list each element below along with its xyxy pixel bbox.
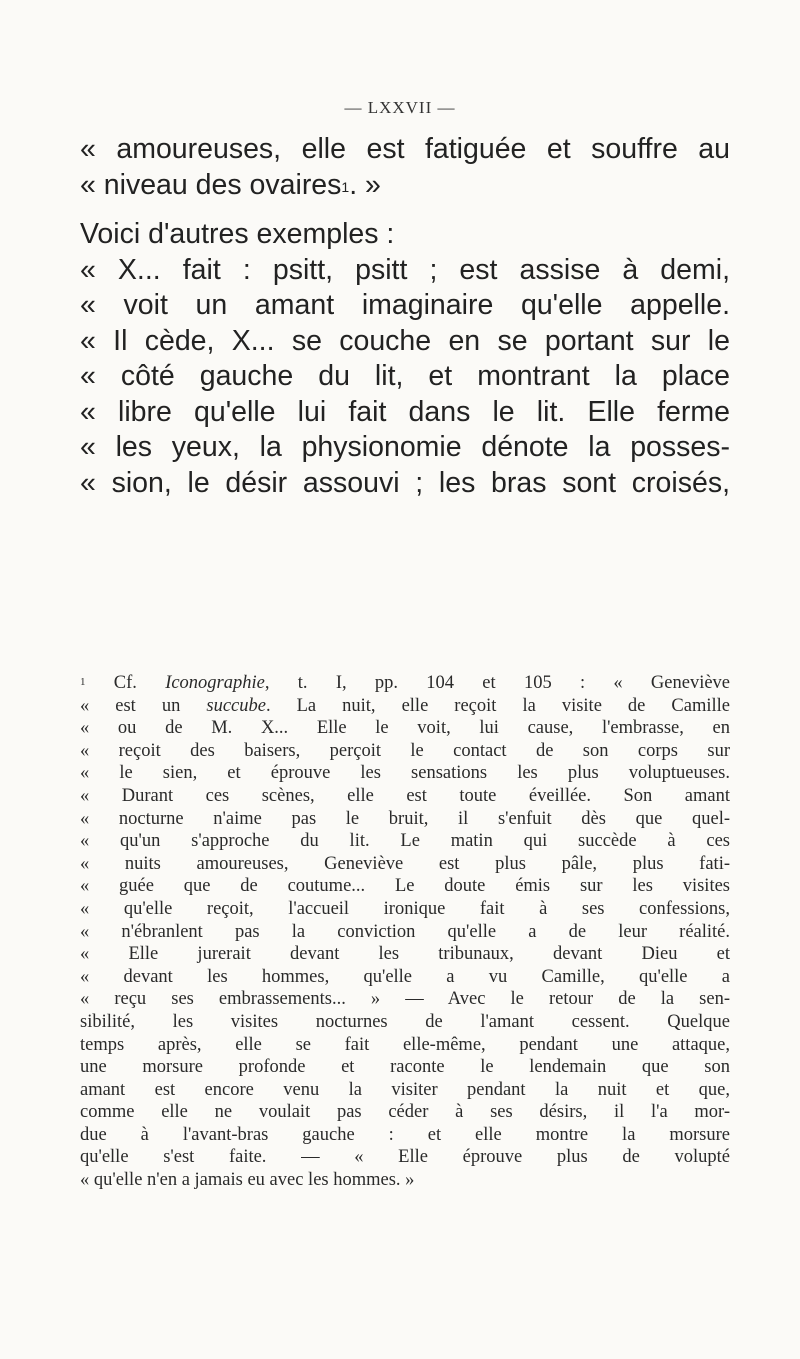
footnote-line: due à l'avant-bras gauche : et elle montre la morsure xyxy=(80,1124,730,1145)
footnote-text: Cf. xyxy=(113,673,166,693)
footnote-line: comme elle ne voulait pas céder à ses désirs, il l'a mor- xyxy=(80,1102,730,1123)
footnote xyxy=(80,672,730,1192)
main-line: Voici d'autres exemples : xyxy=(80,218,395,250)
main-text xyxy=(80,132,730,501)
main-line: « libre qu'elle lui fait dans le lit. Elle ferme xyxy=(80,395,730,428)
main-line: « côté gauche du lit, et montrant la place xyxy=(80,360,730,392)
footnote-line: temps après, elle se fait elle-même, pendant une attaque, xyxy=(80,1034,730,1055)
footnote-reference: 1 xyxy=(341,178,350,195)
footnote-line: « nuits amoureuses, Geneviève est plus pâle, plus fati- xyxy=(80,853,730,874)
main-line: « voit un amant imaginaire qu'elle appelle. xyxy=(80,289,730,321)
footnote-line: une morsure profonde et raconte le lendemain que son xyxy=(80,1057,730,1078)
footnote-line: « qu'un s'approche du lit. Le matin qui succède à ces xyxy=(80,831,730,852)
footnote-text: . La nuit, elle reçoit la visite de Camille xyxy=(265,695,730,716)
footnote-line: « qu'elle reçoit, l'accueil ironique fait à ses confessions, xyxy=(80,898,730,919)
footnote-line: qu'elle s'est faite. — « Elle éprouve plus de volupté xyxy=(80,1147,730,1168)
footnote-line: « devant les hommes, qu'elle a vu Camille, qu'elle a xyxy=(80,966,730,987)
footnote-line: amant est encore venu la visiter pendant la nuit et que, xyxy=(80,1079,730,1100)
main-line xyxy=(80,168,730,204)
main-line: « Il cède, X... se couche en se portant sur le xyxy=(80,324,730,357)
main-line: « sion, le désir assouvi ; les bras sont croisés, xyxy=(80,466,730,499)
footnote-line xyxy=(80,695,730,718)
footnote-line: « nocturne n'aime pas le bruit, il s'enfuit dès que quel- xyxy=(80,808,730,829)
footnote-line: « Durant ces scènes, elle est toute éveillée. Son amant xyxy=(80,785,730,806)
footnote-book-title: Iconographie xyxy=(165,673,265,693)
main-line-tail: . » xyxy=(349,168,381,201)
footnote-line: « reçoit des baisers, perçoit le contact de son corps sur xyxy=(80,740,730,761)
footnote-line: « qu'elle n'en a jamais eu avec les hommes. » xyxy=(80,1170,415,1191)
footnote-line: « n'ébranlent pas la conviction qu'elle a de leur réalité. xyxy=(80,921,730,942)
footnote-italic-term: succube xyxy=(206,695,266,716)
footnote-text: , t. I, pp. 104 et 105 : « Geneviève xyxy=(264,673,731,693)
footnote-line xyxy=(80,672,730,695)
footnote-line: « ou de M. X... Elle le voit, lui cause, l'embrasse, en xyxy=(80,718,730,739)
page-number: — LXXVII — xyxy=(344,98,456,117)
footnote-line: « reçu ses embrassements... » — Avec le retour de la sen- xyxy=(80,989,730,1010)
main-line: « X... fait : psitt, psitt ; est assise à demi, xyxy=(80,253,730,286)
footnote-line: « Elle jurerait devant les tribunaux, devant Dieu et xyxy=(80,944,730,965)
footnote-line: sibilité, les visites nocturnes de l'amant cessent. Quelque xyxy=(80,1011,730,1032)
main-line: « amoureuses, elle est fatiguée et souffre au xyxy=(80,133,730,165)
footnote-line: « guée que de coutume... Le doute émis sur les visites xyxy=(80,876,730,897)
footnote-line: « le sien, et éprouve les sensations les plus voluptueuses. xyxy=(80,763,730,784)
footnote-marker: 1 xyxy=(80,676,86,688)
footnote-text: « est un xyxy=(80,695,207,716)
main-line: « les yeux, la physionomie dénote la posses- xyxy=(80,431,730,463)
main-line-text: « niveau des ovaires xyxy=(80,168,342,201)
